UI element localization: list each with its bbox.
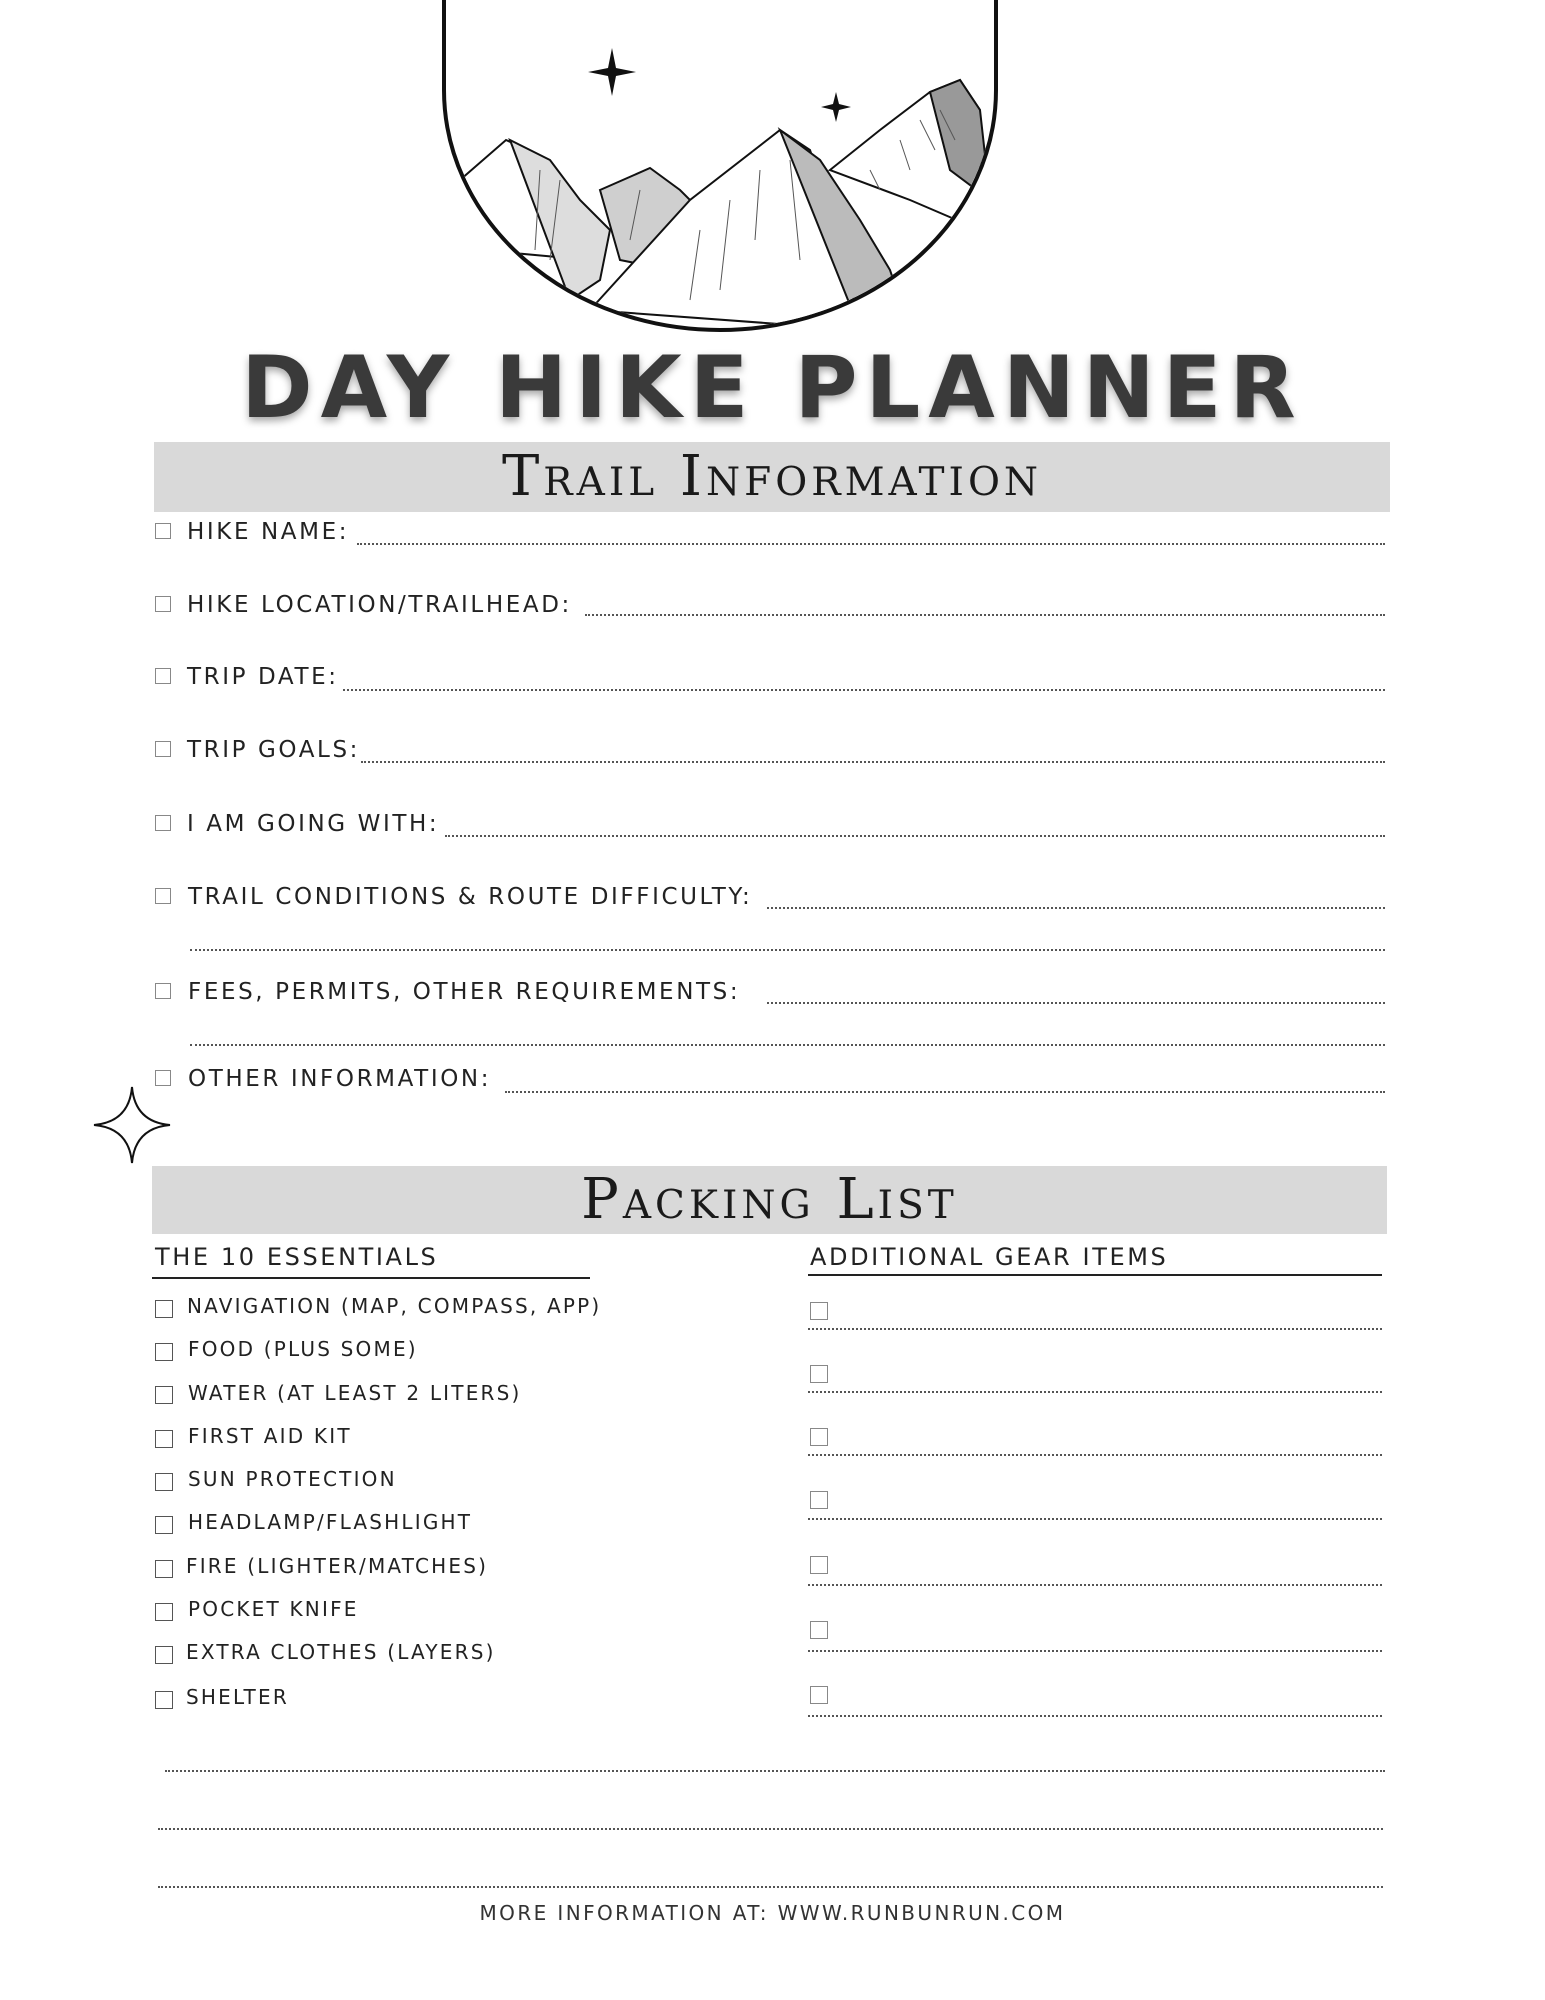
essential-checkbox[interactable] xyxy=(155,1430,173,1448)
hike-name-field[interactable] xyxy=(357,543,1385,545)
trip-date-field[interactable] xyxy=(343,689,1385,691)
packing-list-heading: Packing List xyxy=(152,1166,1387,1234)
going-with-label: I AM GOING WITH: xyxy=(187,811,440,837)
essential-checkbox[interactable] xyxy=(155,1646,173,1664)
gear-checkbox[interactable] xyxy=(810,1621,828,1639)
mountain-arch-icon xyxy=(440,0,1000,340)
star-icon xyxy=(92,1085,172,1165)
star-icon xyxy=(588,48,851,122)
essential-checkbox[interactable] xyxy=(155,1300,173,1318)
essential-checkbox[interactable] xyxy=(155,1560,173,1578)
essentials-heading: THE 10 ESSENTIALS xyxy=(155,1243,439,1271)
fees-permits-label: FEES, PERMITS, OTHER REQUIREMENTS: xyxy=(188,979,741,1005)
page-title: DAY HIKE PLANNER xyxy=(241,338,1304,438)
essential-item: SHELTER xyxy=(186,1685,289,1709)
other-information-checkbox[interactable] xyxy=(155,1070,171,1086)
notes-line[interactable] xyxy=(158,1828,1383,1830)
trail-conditions-field-line2[interactable] xyxy=(190,949,1385,951)
gear-checkbox[interactable] xyxy=(810,1556,828,1574)
trip-goals-field[interactable] xyxy=(361,761,1385,763)
essential-checkbox[interactable] xyxy=(155,1343,173,1361)
essential-item: FIRST AID KIT xyxy=(188,1424,352,1448)
hike-location-field[interactable] xyxy=(585,614,1385,616)
trip-date-label: TRIP DATE: xyxy=(187,664,339,690)
gear-checkbox[interactable] xyxy=(810,1365,828,1383)
gear-item-field[interactable] xyxy=(808,1584,1382,1586)
trail-information-heading: Trail Information xyxy=(154,442,1390,512)
notes-line[interactable] xyxy=(158,1886,1383,1888)
hike-name-checkbox[interactable] xyxy=(155,523,171,539)
fees-permits-field-line2[interactable] xyxy=(190,1044,1385,1046)
hike-location-label: HIKE LOCATION/TRAILHEAD: xyxy=(187,592,572,618)
essential-item: EXTRA CLOTHES (LAYERS) xyxy=(186,1640,496,1664)
gear-checkbox[interactable] xyxy=(810,1491,828,1509)
trip-date-checkbox[interactable] xyxy=(155,668,171,684)
hike-location-checkbox[interactable] xyxy=(155,596,171,612)
fees-permits-checkbox[interactable] xyxy=(155,983,171,999)
essentials-divider xyxy=(152,1277,590,1279)
gear-item-field[interactable] xyxy=(808,1715,1382,1717)
essential-item: SUN PROTECTION xyxy=(188,1467,397,1491)
gear-checkbox[interactable] xyxy=(810,1686,828,1704)
trail-conditions-checkbox[interactable] xyxy=(155,888,171,904)
essential-checkbox[interactable] xyxy=(155,1473,173,1491)
other-information-label: OTHER INFORMATION: xyxy=(188,1066,492,1092)
additional-gear-divider xyxy=(808,1274,1382,1276)
essential-item: WATER (AT LEAST 2 LITERS) xyxy=(188,1381,522,1405)
essential-item: NAVIGATION (MAP, COMPASS, APP) xyxy=(187,1294,602,1318)
trail-conditions-label: TRAIL CONDITIONS & ROUTE DIFFICULTY: xyxy=(188,884,753,910)
essential-item: FOOD (PLUS SOME) xyxy=(188,1337,418,1361)
gear-item-field[interactable] xyxy=(808,1454,1382,1456)
fees-permits-field[interactable] xyxy=(767,1002,1385,1004)
going-with-field[interactable] xyxy=(445,835,1385,837)
gear-item-field[interactable] xyxy=(808,1518,1382,1520)
essential-item: HEADLAMP/FLASHLIGHT xyxy=(188,1510,473,1534)
gear-item-field[interactable] xyxy=(808,1328,1382,1330)
other-information-field[interactable] xyxy=(505,1091,1385,1093)
going-with-checkbox[interactable] xyxy=(155,815,171,831)
trail-conditions-field[interactable] xyxy=(767,907,1385,909)
footer-text: MORE INFORMATION AT: WWW.RUNBUNRUN.COM xyxy=(479,1901,1066,1925)
essential-item: FIRE (LIGHTER/MATCHES) xyxy=(186,1554,489,1578)
essential-checkbox[interactable] xyxy=(155,1386,173,1404)
gear-checkbox[interactable] xyxy=(810,1428,828,1446)
essential-checkbox[interactable] xyxy=(155,1603,173,1621)
notes-line[interactable] xyxy=(165,1770,1385,1772)
essential-checkbox[interactable] xyxy=(155,1516,173,1534)
essential-item: POCKET KNIFE xyxy=(188,1597,359,1621)
additional-gear-heading: ADDITIONAL GEAR ITEMS xyxy=(810,1243,1169,1271)
trip-goals-label: TRIP GOALS: xyxy=(187,737,361,763)
essential-checkbox[interactable] xyxy=(155,1691,173,1709)
gear-item-field[interactable] xyxy=(808,1391,1382,1393)
gear-item-field[interactable] xyxy=(808,1650,1382,1652)
trip-goals-checkbox[interactable] xyxy=(155,741,171,757)
gear-checkbox[interactable] xyxy=(810,1302,828,1320)
hike-name-label: HIKE NAME: xyxy=(187,519,350,545)
